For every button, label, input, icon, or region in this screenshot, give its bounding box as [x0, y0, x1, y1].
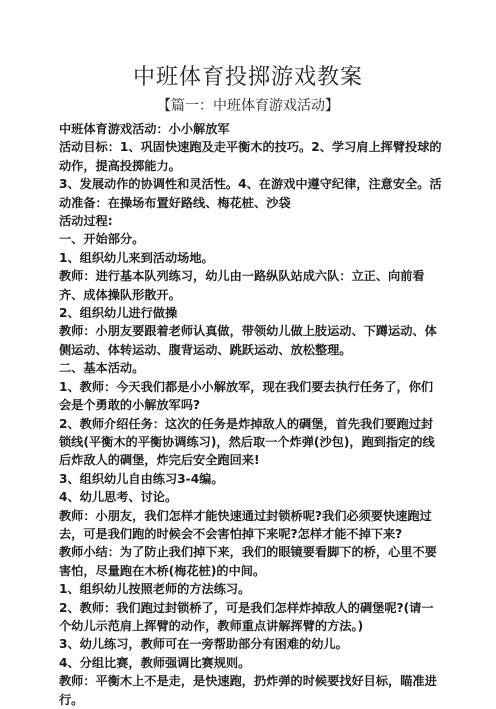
paragraph-teacher: 教师：平衡木上不是走，是快速跑，扔炸弹的时候要找好目标，瞄准进行。 — [59, 674, 437, 707]
paragraph-step: 3、组织幼儿自由练习3-4编。 — [59, 471, 224, 486]
paragraph-part-one: 一、开始部分。 — [59, 232, 145, 247]
paragraph-part-two: 二、基本活动。 — [59, 361, 145, 376]
paragraph-step: 4、分组比赛，教师强调比赛规则。 — [59, 655, 251, 670]
paragraph-step: 1、组织幼儿按照老师的方法练习。 — [59, 582, 251, 597]
paragraph-teacher: 教师：进行基本队列练习，幼儿由一路纵队站成六队：立正、向前看齐、成体操队形散开。 — [59, 269, 425, 302]
paragraph-process-heading: 活动过程: — [59, 214, 113, 229]
paragraph-teacher-summary: 教师小结：为了防止我们掉下来，我们的眼镜要看脚下的桥，心里不要害怕，尽量跑在木桥(梅花桩)的中间。 — [59, 545, 437, 578]
paragraph-step: 1、组织幼儿来到活动场地。 — [59, 250, 214, 265]
paragraph-step: 2、教师介绍任务：这次的任务是炸掉敌人的碉堡，首先我们要跑过封锁线(平衡木的平衡协调练习)，然后取一个炸弹(沙包)，跑到指定的线后炸敌人的碉堡，炸完后安全跑回来! — [59, 416, 435, 468]
paragraph-teacher: 教师：小朋友，我们怎样才能快速通过封锁桥呢?我们必须要快速跑过去，可是我们跑的时候会不会害怕掉下来呢?怎样才能不掉下来? — [59, 508, 432, 541]
paragraph-step: 4、幼儿思考、讨论。 — [59, 490, 178, 505]
paragraph-step: 1、教师：今天我们都是小小解放军，现在我们要去执行任务了，你们会是个勇敢的小解放军吗? — [59, 379, 434, 413]
page-title: 中班体育投掷游戏教案 — [132, 65, 363, 90]
document-body — [59, 120, 445, 709]
paragraph-activity-name: 中班体育游戏活动：小小解放军 — [59, 122, 230, 136]
paragraph-step: 2、组织幼儿进行做操 — [59, 306, 178, 321]
section-heading: 【篇一：中班体育游戏活动】 — [157, 98, 339, 114]
paragraph-teacher: 教师：小朋友要跟着老师认真做，带领幼儿做上肢运动、下蹲运动、体侧运动、体转运动、腹背运动、跳跃运动、放松整理。 — [59, 324, 437, 357]
paragraph-step: 2、教师：我们跑过封锁桥了，可是我们怎样炸掉敌人的碉堡呢?(请一个幼儿示范肩上挥臂的动作，教师重点讲解挥臂的方法。) — [59, 600, 434, 633]
paragraph-step: 3、幼儿练习，教师可在一旁帮助部分有困难的幼儿。 — [59, 637, 348, 652]
paragraph-goals-2: 3、发展动作的协调性和灵活性。4、在游戏中遵守纪律，注意安全。活动准备：在操场布置好路线、梅花桩、沙袋 — [59, 177, 442, 210]
paragraph-goals-1: 活动目标：1、巩固快速跑及走平衡木的技巧。2、学习肩上挥臂投球的动作，提高投掷能力。 — [59, 140, 442, 173]
